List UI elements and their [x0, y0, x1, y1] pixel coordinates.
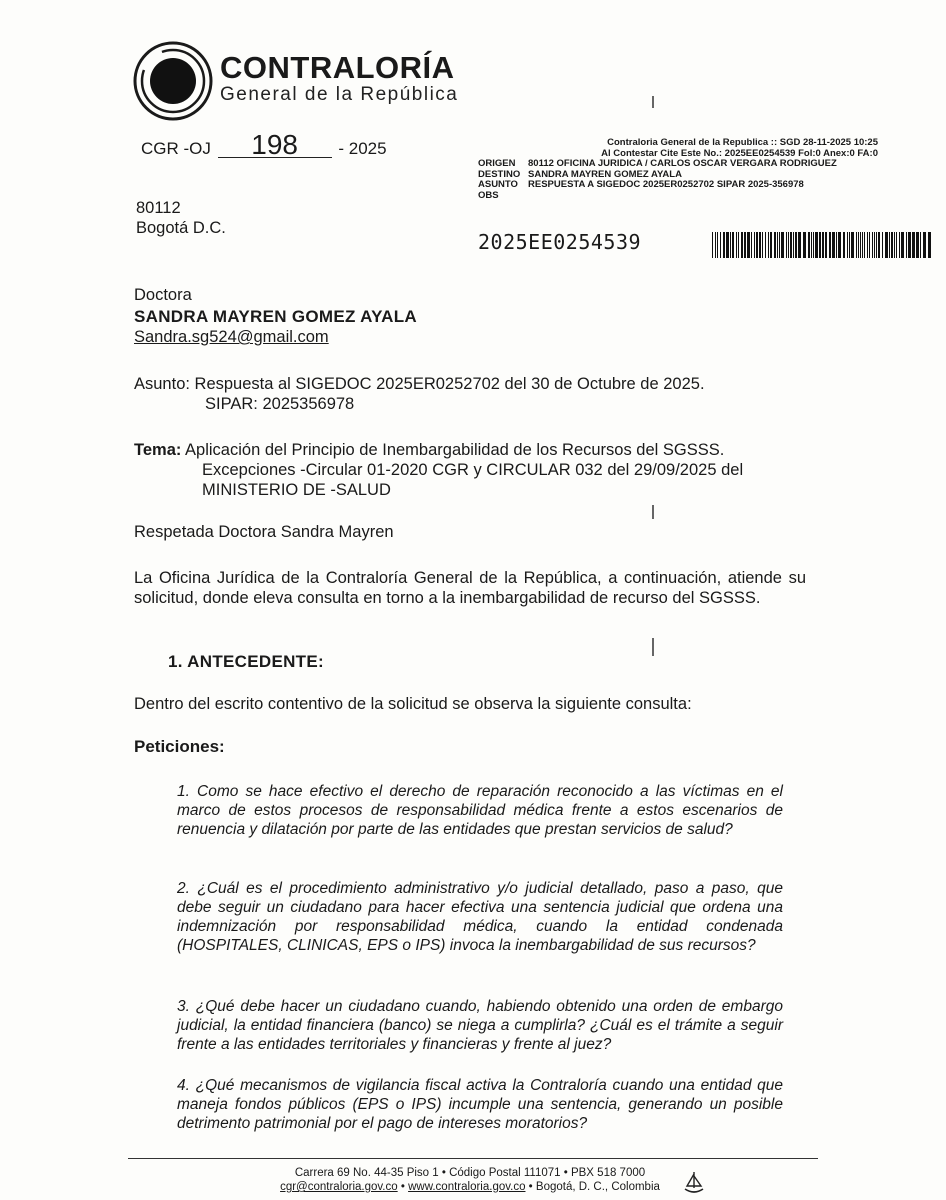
tema-line1: Aplicación del Principio de Inembargabilidad de los Recursos del SGSSS. — [181, 441, 725, 459]
barcode-bar — [712, 232, 713, 258]
barcode-bar — [788, 232, 789, 258]
barcode-bar — [754, 232, 755, 258]
barcode-bar — [819, 232, 821, 258]
ship-emblem-icon — [683, 1170, 705, 1196]
org-subtitle: General de la República — [220, 84, 459, 105]
barcode-bar — [765, 232, 766, 258]
tema-line2: Excepciones -Circular 01-2020 CGR y CIRCULAR 032 del 29/09/2025 del — [202, 461, 744, 479]
addressee-email[interactable]: Sandra.sg524@gmail.com — [134, 328, 329, 346]
barcode-bar — [803, 232, 806, 258]
barcode-bar — [795, 232, 797, 258]
barcode-bar — [920, 232, 921, 258]
barcode-bar — [756, 232, 758, 258]
footer-divider — [128, 1158, 818, 1159]
barcode-bar — [774, 232, 776, 258]
barcode-bar — [715, 232, 716, 258]
peticion-item: 1. Como se hace efectivo el derecho de reparación reconocido a las víctimas en el marco de estos procesos de responsabilidad médica frente a estos escenarios de renuencia y dilatación por parte de las entidades que prestan servicios de salud? — [177, 783, 783, 838]
footer-web-link[interactable]: www.contraloria.gov.co — [408, 1181, 526, 1193]
barcode-bar — [851, 232, 854, 258]
barcode-bar — [793, 232, 794, 258]
scan-speck — [652, 96, 654, 108]
barcode-bar — [747, 232, 750, 258]
barcode-bar — [876, 232, 877, 258]
footer — [250, 1166, 690, 1194]
barcode-bar — [916, 232, 919, 258]
barcode-bar — [768, 232, 769, 258]
tema-block — [134, 440, 800, 500]
asunto-block — [134, 374, 705, 414]
barcode-bar — [847, 232, 848, 258]
barcode-bar — [825, 232, 827, 258]
barcode-bar — [843, 232, 845, 258]
reference-prefix: CGR -OJ — [141, 139, 211, 158]
barcode-bar — [723, 232, 725, 258]
sender-code: 80112 — [136, 199, 181, 217]
barcode-bar — [858, 232, 859, 258]
barcode-bar — [849, 232, 850, 258]
barcode-bar — [862, 232, 863, 258]
barcode-bar — [770, 232, 772, 258]
barcode-bar — [838, 232, 841, 258]
reference-line — [141, 129, 387, 160]
barcode-bar — [885, 232, 888, 258]
barcode-bar — [889, 232, 890, 258]
sgd-obs: OBS — [478, 189, 499, 201]
addressee-block — [134, 285, 417, 348]
barcode-bar — [896, 232, 897, 258]
barcode-bar — [869, 232, 870, 258]
barcode-bar — [751, 232, 752, 258]
barcode-bar — [856, 232, 857, 258]
barcode-bar — [912, 232, 915, 258]
barcode-bar — [813, 232, 814, 258]
tema-label: Tema: — [134, 441, 182, 459]
sender-block — [136, 198, 226, 238]
barcode-bar — [872, 232, 873, 258]
barcode-bar — [790, 232, 792, 258]
barcode-bar — [878, 232, 880, 258]
footer-email-link[interactable]: cgr@contraloria.gov.co — [280, 1181, 398, 1193]
barcode-bar — [732, 232, 734, 258]
addressee-title: Doctora — [134, 286, 192, 304]
barcode-bar — [762, 232, 763, 258]
barcode-bar — [798, 232, 801, 258]
sgd-line2: Al Contestar Cite Este No.: 2025EE0254539 Fol:0 Anex:0 FA:0 — [601, 147, 878, 159]
barcode-bar — [777, 232, 778, 258]
barcode-bar — [867, 232, 868, 258]
barcode-bar — [894, 232, 895, 258]
barcode-bar — [741, 232, 743, 258]
reference-suffix: - 2025 — [338, 139, 387, 158]
peticion-item: 3. ¿Qué debe hacer un ciudadano cuando, habiendo obtenido una orden de embargo judicial, la entidad financiera (banco) se niega a cumplirla? ¿Cuál es el trámite a seguir frente a las entidades territoriales y financieras y frente al juez? — [177, 998, 783, 1053]
barcode-bar — [808, 232, 810, 258]
sgd-origen: ORIGEN 80112 OFICINA JURIDICA / CARLOS OSCAR VERGARA RODRIGUEZ — [478, 158, 837, 170]
barcode-bar — [832, 232, 835, 258]
barcode-bar — [717, 232, 718, 258]
reference-number: 198 — [218, 133, 332, 158]
sgd-destino: DESTINO SANDRA MAYREN GOMEZ AYALA — [478, 168, 682, 180]
barcode-bar — [882, 232, 883, 258]
barcode-bar — [759, 232, 761, 258]
asunto-line2: SIPAR: 2025356978 — [205, 395, 355, 413]
barcode-bar — [899, 232, 900, 258]
barcode-bar — [736, 232, 737, 258]
barcode-bar — [829, 232, 831, 258]
peticiones-title: Peticiones: — [134, 737, 225, 756]
sender-city: Bogotá D.C. — [136, 219, 226, 237]
intro-paragraph: La Oficina Jurídica de la Contraloría General de la República, a continuación, atiende su solicitud, donde eleva consulta en torno a la inembargabilidad de recurso del SGSSS. — [134, 569, 806, 607]
barcode-bar — [744, 232, 746, 258]
barcode-bar — [726, 232, 729, 258]
peticion-item: 4. ¿Qué mecanismos de vigilancia fiscal activa la Contraloría cuando una entidad que maneja fondos públicos (EPS o IPS) incumple una sentencia, generando un posible detrimento patrimonial por el pago de intereses moratorios? — [177, 1077, 783, 1132]
org-name: CONTRALORÍA — [220, 50, 455, 85]
barcode-bar — [779, 232, 780, 258]
barcode-bar — [786, 232, 787, 258]
barcode-bar — [874, 232, 875, 258]
sgd-line1: Contraloria General de la Republica :: SGD 28-11-2025 10:25 — [607, 137, 878, 148]
barcode-bar — [901, 232, 904, 258]
footer-address: Carrera 69 No. 44-35 Piso 1 • Código Postal 111071 • PBX 518 7000 — [294, 1167, 646, 1179]
barcode-bar — [811, 232, 812, 258]
section-title: 1. ANTECEDENTE: — [168, 652, 324, 671]
barcode-bar — [836, 232, 837, 258]
sgd-stamp — [478, 138, 878, 202]
barcode-bar — [906, 232, 907, 258]
barcode-bar — [822, 232, 824, 258]
footer-city: • Bogotá, D. C., Colombia — [525, 1181, 660, 1193]
barcode-bar — [720, 232, 721, 258]
footer-separator: • — [397, 1181, 409, 1193]
contraloria-logo-icon — [132, 40, 214, 122]
barcode-bar — [730, 232, 731, 258]
barcode-bar — [860, 232, 861, 258]
peticion-item: 2. ¿Cuál es el procedimiento administrativo y/o judicial detallado, paso a paso, que debe seguir un ciudadano para hacer efectiva una sentencia judicial que ordena una indemnización por responsabilidad médica, cuando la entidad condenada (HOSPITALES, CLINICAS, EPS o IPS) invoca la inembargabilidad de sus recursos? — [177, 880, 783, 954]
barcode-bar — [908, 232, 911, 258]
barcode-bar — [815, 232, 818, 258]
radicado-number: 2025EE0254539 — [478, 230, 642, 254]
barcode-bar — [923, 232, 926, 258]
addressee-name: SANDRA MAYREN GOMEZ AYALA — [134, 307, 418, 326]
barcode-bar — [864, 232, 865, 258]
scan-speck — [652, 638, 654, 656]
consulta-intro: Dentro del escrito contentivo de la solicitud se observa la siguiente consulta: — [134, 695, 692, 713]
scan-speck — [652, 505, 654, 519]
barcode-icon — [712, 232, 933, 258]
barcode-bar — [928, 232, 931, 258]
barcode-bar — [738, 232, 739, 258]
barcode-bar — [891, 232, 893, 258]
barcode-bar — [781, 232, 784, 258]
sgd-asunto: ASUNTO RESPUESTA A SIGEDOC 2025ER0252702 SIPAR 2025-356978 — [478, 179, 804, 191]
salutation: Respetada Doctora Sandra Mayren — [134, 523, 394, 541]
asunto-line1: Asunto: Respuesta al SIGEDOC 2025ER0252702 del 30 de Octubre de 2025. — [134, 375, 705, 393]
tema-line3: MINISTERIO DE -SALUD — [202, 481, 391, 499]
